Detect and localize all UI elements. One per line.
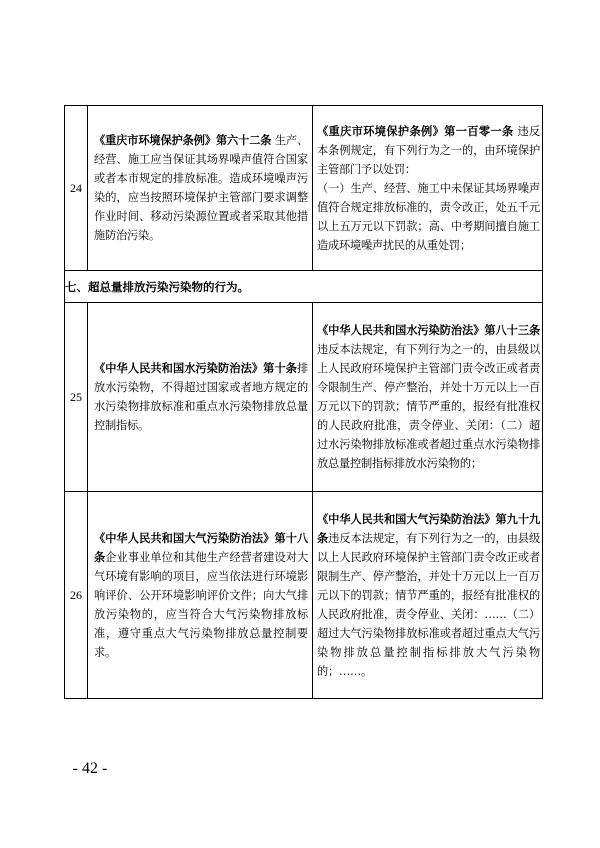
table-row — [65, 303, 543, 492]
law-citation: 《中华人民共和国水污染防治法》第十条 — [94, 362, 297, 375]
penalty-text: 违反本法规定，有下列行为之一的，由县级以上人民政府环境保护主管部门责令改正或者责令限制生产、停产整治，并处十万元以上一百万元以下的罚款；情节严重的，报经有批准权的人民政府批准，责令停业、关闭：（二）超过水污染物排放标准或者超过重点水污染物排放总量控制指标排放水污染物的； — [317, 343, 540, 470]
provision-text: 排放水污染物，不得超过国家或者地方规定的水污染物排放标准和重点水污染物排放总量控制指标。 — [94, 362, 308, 432]
law-citation: 《中华人民共和国水污染防治法》第八十三条 — [317, 324, 540, 337]
provision-text: 企业事业单位和其他生产经营者建设对大气环境有影响的项目，应当依法进行环境影响评价、公开环境影响评价文件；向大气排放污染物的，应当符合大气污染物排放标准，遵守重点大气污染物排放总量控制要求。 — [94, 550, 308, 659]
regulation-table — [64, 105, 543, 699]
table-row — [65, 106, 543, 271]
penalty-text: 违反本条例规定，有下列行为之一的，由环境保护主管部门予以处罚： — [317, 124, 540, 176]
law-citation: 《中华人民共和国大气污染防治法》第九十九条 — [317, 512, 540, 545]
law-citation: 《中华人民共和国大气污染防治法》第十八条 — [94, 531, 308, 564]
penalty-text: 违反本法规定，有下列行为之一的，由县级以上人民政府环境保护主管部门责令改正或者限制生产、停产整治，并处十万元以上一百万元以下的罚款；情节严重的，报经有批准权的人民政府批准，责令停业、关闭：……（二）超过大气污染物排放标准或者超过重点大气污染物排放总量控制指标排放大气污染物的；……。 — [317, 531, 540, 678]
section-row — [65, 271, 543, 303]
table-row — [65, 492, 543, 699]
page-number: - 42 - — [72, 760, 108, 777]
penalty-clause: （一）生产、经营、施工中未保证其场界噪声值符合规定排放标准的，责令改正，处五千元以上五万元以下罚款；高、中考期间擅自施工造成环境噪声扰民的从重处罚； — [317, 181, 540, 252]
law-citation: 《重庆市环境保护条例》第一百零一条 — [317, 124, 514, 138]
row-number: 25 — [65, 303, 88, 492]
law-citation: 《重庆市环境保护条例》第六十二条 — [94, 134, 272, 147]
row-number: 26 — [65, 492, 88, 699]
penalty-cell — [313, 492, 543, 699]
row-number: 24 — [65, 106, 88, 271]
provision-text: 生产、经营、施工应当保证其场界噪声值符合国家或者本市规定的排放标准。造成环境噪声污染的，应当按照环境保护主管部门要求调整作业时间、移动污染源位置或者采取其他措施防治污染。 — [94, 134, 308, 242]
section-heading: 七、超总量排放污染污染物的行为。 — [65, 271, 543, 303]
provision-cell — [88, 303, 313, 492]
provision-cell — [88, 106, 313, 271]
penalty-cell — [313, 303, 543, 492]
provision-cell — [88, 492, 313, 699]
penalty-cell — [313, 106, 543, 271]
